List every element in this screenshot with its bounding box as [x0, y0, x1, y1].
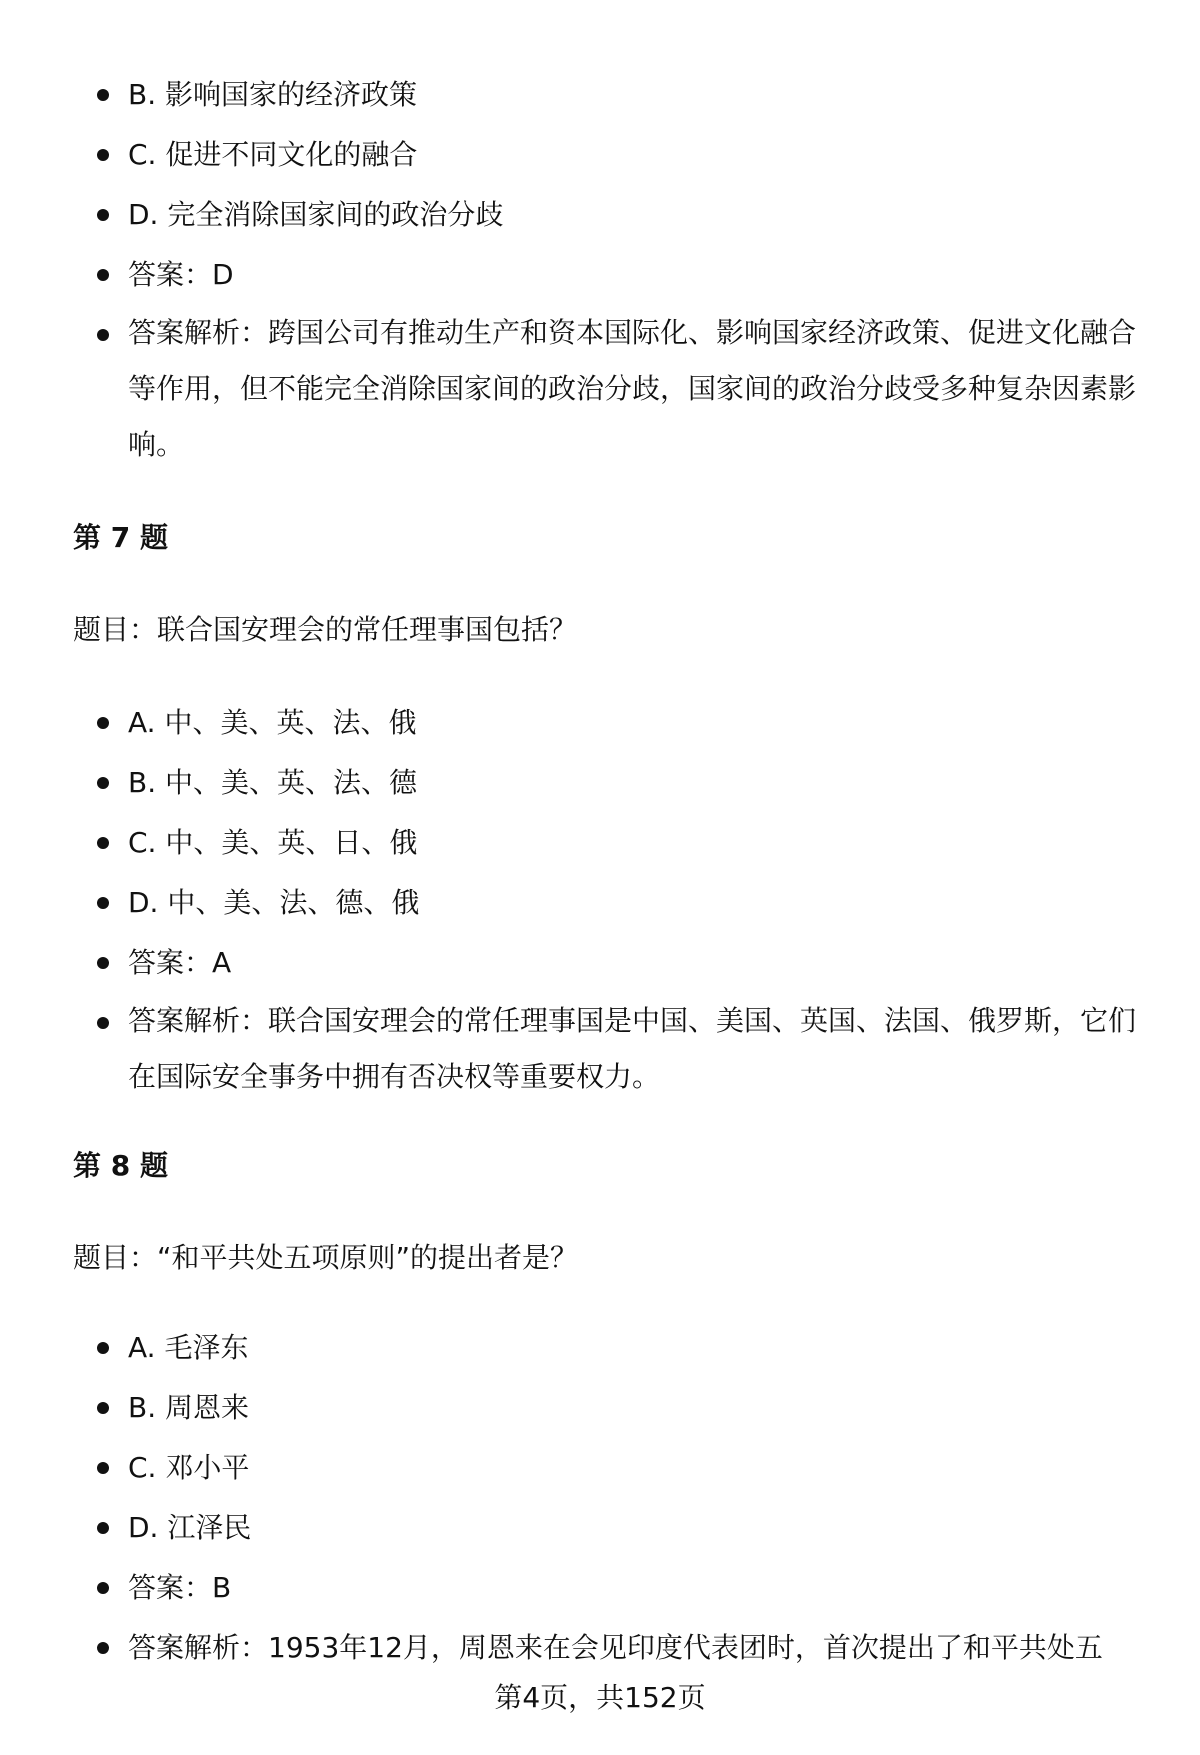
explanation: 答案解析：1953年12月，周恩来在会见印度代表团时，首次提出了和平共处五 [0, 1618, 1153, 1678]
question-8-title: 第 8 题 [73, 1149, 168, 1182]
explanation: 答案解析：联合国安理会的常任理事国是中国、美国、英国、法国、俄罗斯，它们在国际安全事务中拥有否决权等重要权力。 [0, 993, 1153, 1105]
option-a: A. 毛泽东 [0, 1318, 1153, 1378]
option-c: C. 促进不同文化的融合 [0, 125, 1153, 185]
question-8-stem: 题目：“和平共处五项原则”的提出者是？ [73, 1241, 579, 1274]
option-c: C. 中、美、英、日、俄 [0, 813, 1153, 873]
question-7-stem: 题目：联合国安理会的常任理事国包括？ [73, 613, 578, 646]
option-c: C. 邓小平 [0, 1438, 1153, 1498]
answer: 答案：D [0, 245, 1153, 305]
explanation: 答案解析：跨国公司有推动生产和资本国际化、影响国家经济政策、促进文化融合等作用，但不能完全消除国家间的政治分歧，国家间的政治分歧受多种复杂因素影响。 [0, 305, 1153, 473]
prev-question-list [0, 65, 1153, 473]
option-b: B. 影响国家的经济政策 [0, 65, 1153, 125]
option-d: D. 江泽民 [0, 1498, 1153, 1558]
option-d: D. 中、美、法、德、俄 [0, 873, 1153, 933]
question-8-list [0, 1318, 1153, 1678]
question-7-list [0, 693, 1153, 1105]
answer: 答案：B [0, 1558, 1153, 1618]
option-b: B. 周恩来 [0, 1378, 1153, 1438]
option-b: B. 中、美、英、法、德 [0, 753, 1153, 813]
page-footer: 第4页，共152页 [494, 1681, 706, 1714]
question-7-title: 第 7 题 [73, 521, 168, 554]
option-d: D. 完全消除国家间的政治分歧 [0, 185, 1153, 245]
option-a: A. 中、美、英、法、俄 [0, 693, 1153, 753]
answer: 答案：A [0, 933, 1153, 993]
